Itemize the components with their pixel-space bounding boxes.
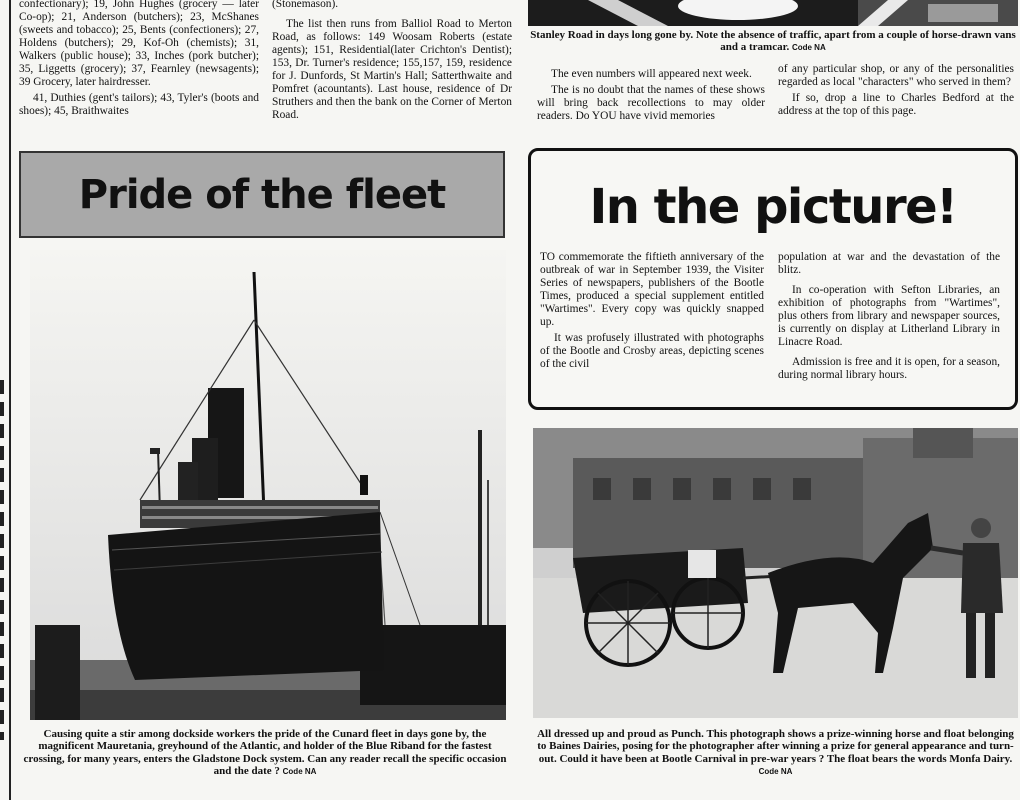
- paragraph: The list then runs from Balliol Road to Merton Road, as follows: 149 Woosam Roberts (estate agents); 151, Residential(later Crichton's Dentist); 153, Dr. Turner's residence; 155,157, 159, residence for J. Dunfords, St Martin's Hall; Satterthwaite and Pomfret (acountants). Last house, residence of Dr Struthers and then the bank on the Corner of Merton Road.: [272, 18, 512, 121]
- caption-text: All dressed up and proud as Punch. This photograph shows a prize-winning horse and float belonging to Baines Dairies, posing for the photographer after winning a prize for general appearance and turn-out. Could it have been at Bootle Carnival in pre-war years ? The float bears the words Monfa Dairy.: [537, 728, 1014, 765]
- mauretania-caption: [22, 728, 508, 779]
- picture-col-2: [778, 251, 1000, 385]
- paragraph: (Stonemason).: [272, 0, 339, 10]
- horse-float-photo-graphic: [533, 428, 1018, 718]
- paragraph: population at war and the devastation of the blitz.: [778, 251, 1000, 276]
- article-col-shops-4: [778, 63, 1014, 121]
- caption-text: Causing quite a stir among dockside workers the pride of the Cunard fleet in days gone by, the magnificent Mauretania, greyhound of the Atlantic, and holder of the Blue Riband for the fastest crossing, for many years, enters the Gladstone Dock system. Can any reader recall the specific occasion and the date ?: [23, 728, 507, 778]
- code-label: Code NA: [758, 767, 793, 777]
- paragraph: confectionary); 19, John Hughes (grocery — later Co-op); 21, Anderson (butchers); 23, McShanes (sweets and tobacco); 25, Bents (confectioners); 27, Holdens (butchers); 29, Kof-Oh (chemists); 31, Walkers (public house); 33, Inches (pork butcher); 35, Liggetts (grocery); 37, Fearnley (newsagents); 39 Grocery, later hairdresser.: [19, 0, 259, 88]
- paragraph: 41, Duthies (gent's tailors); 43, Tyler's (boots and shoes); 45, Braithwaites: [19, 92, 259, 117]
- paragraph: The even numbers will appeared next week.: [551, 68, 752, 80]
- code-label: Code NA: [791, 43, 826, 53]
- in-the-picture-box: [528, 148, 1018, 410]
- code-label: Code NA: [282, 767, 317, 777]
- stanley-road-photo: [528, 0, 1018, 26]
- horse-float-caption: [533, 728, 1018, 779]
- article-col-shops-1: [19, 0, 259, 121]
- paragraph: In co-operation with Sefton Libraries, an exhibition of photographs from "Wartimes", plus others from library and newspaper sources, is currently on display at Litherland Library in Linacre Road.: [778, 284, 1000, 348]
- paragraph: It was profusely illustrated with photographs of the Bootle and Crosby areas, depicting scenes of the civil: [540, 332, 764, 370]
- stanley-road-caption: [528, 29, 1018, 55]
- paragraph: of any particular shop, or any of the personalities regarded as local "characters" who served in them?: [778, 63, 1014, 88]
- picture-col-1: [540, 251, 764, 374]
- horse-float-photo: [533, 428, 1018, 718]
- pride-headline: Pride of the fleet: [78, 171, 446, 218]
- stanley-road-photo-graphic: [528, 0, 1018, 26]
- pride-headline-box: [19, 151, 505, 238]
- caption-text: Stanley Road in days long gone by. Note the absence of traffic, apart from a couple of horse-drawn vans and a tramcar.: [530, 29, 1016, 54]
- paragraph: TO commemorate the fiftieth anniversary of the outbreak of war in September 1939, the Visiter Series of newspapers, publishers of the Bootle Times, produced a special supplement entitled "Wartimes". Every copy was quickly snapped up.: [540, 251, 764, 328]
- paragraph: If so, drop a line to Charles Bedford at the address at the top of this page.: [778, 92, 1014, 117]
- left-dashed-edge: [0, 380, 4, 740]
- mauretania-photo: [30, 250, 506, 720]
- article-col-shops-3: [537, 68, 765, 126]
- paragraph: The is no doubt that the names of these shows will bring back recollections to may older readers. Do YOU have vivid memories: [537, 84, 765, 122]
- picture-headline: In the picture!: [589, 179, 957, 235]
- article-col-shops-2: [272, 0, 512, 125]
- left-margin-rule: [9, 0, 11, 800]
- paragraph: Admission is free and it is open, for a season, during normal library hours.: [778, 356, 1000, 381]
- mauretania-photo-graphic: [30, 250, 506, 720]
